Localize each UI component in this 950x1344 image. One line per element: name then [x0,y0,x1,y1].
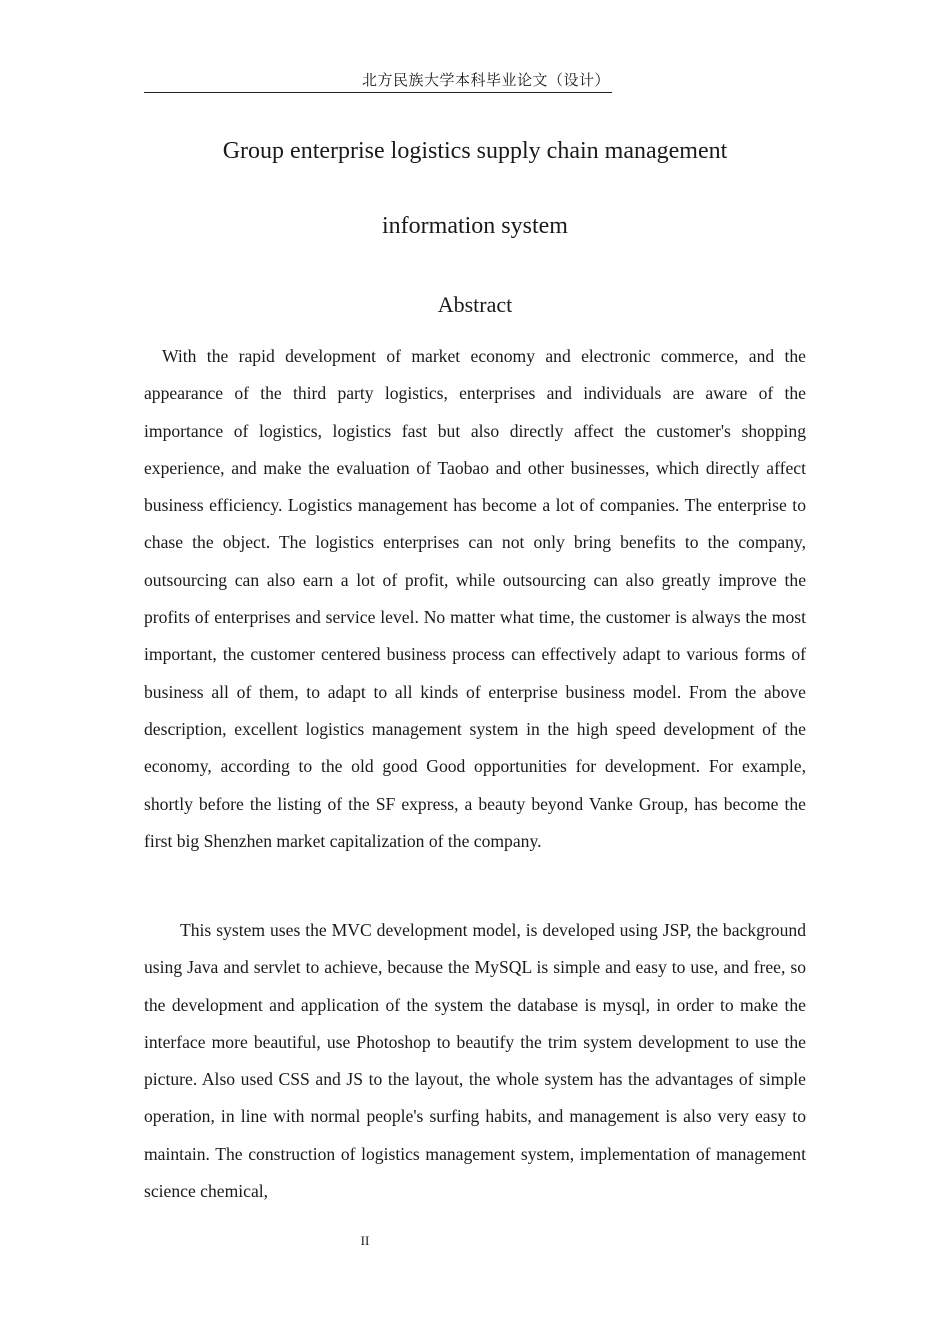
thesis-title-line-1: Group enterprise logistics supply chain management [222,138,728,164]
thesis-title-line-2: information system [382,213,568,239]
page-number: II [360,1233,370,1248]
running-header-title: 北方民族大学本科毕业论文（设计） [361,71,610,89]
abstract-paragraph-2: This system uses the MVC development model, is developed using JSP, the background using Java and servlet to achieve, because the MySQL is simple and easy to use, and free, so the development and application of the system the database is mysql, in order to make the interface more beautiful, use Photoshop to beautify the trim system development to use the picture. Also used CSS and JS to the layout, the whole system has the advantages of simple operation, in line with normal people's surfing habits, and management is also very easy to maintain. The construction of logistics management system, implementation of management science chemical, [144,920,806,1202]
abstract-paragraph-1: With the rapid development of market economy and electronic commerce, and the appearance of the third party logistics, enterprises and individuals are aware of the importance of logistics, logistics fast but also directly affect the customer's shopping experience, and make the evaluation of Taobao and other businesses, which directly affect business efficiency. Logistics management has become a lot of companies. The enterprise to chase the object. The logistics enterprises can not only bring benefits to the company, outsourcing can also earn a lot of profit, while outsourcing can also greatly improve the profits of enterprises and service level. No matter what time, the customer is always the most important, the customer centered business process can effectively adapt to various forms of business all of them, to adapt to all kinds of enterprise business model. From the above description, excellent logistics management system in the high speed development of the economy, according to the old good Good opportunities for development. For example, shortly before the listing of the SF express, a beauty beyond Vanke Group, has become the first big Shenzhen market capitalization of the company. [144,346,806,851]
running-header [144,70,612,93]
abstract-heading: Abstract [437,292,513,317]
